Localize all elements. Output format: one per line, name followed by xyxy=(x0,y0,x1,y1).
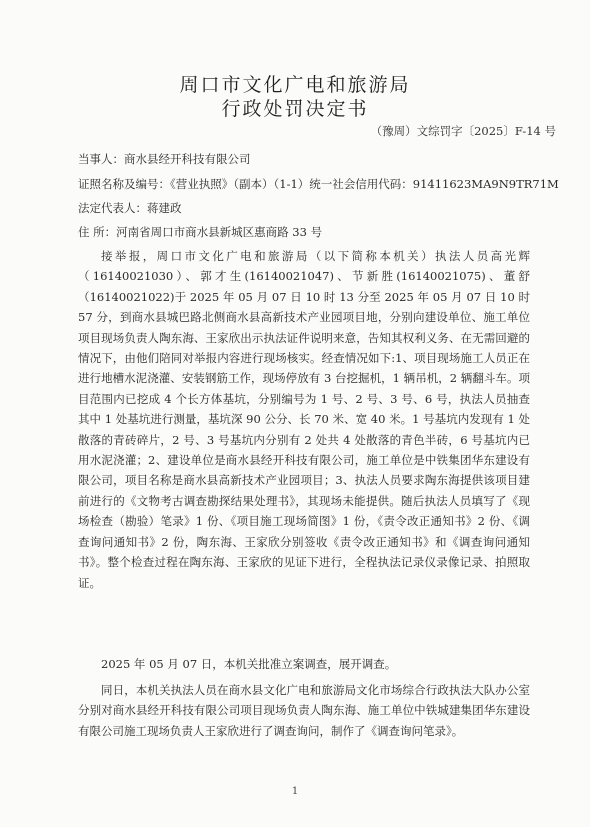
body-paragraph-inquiry: 同日，本机关执法人员在商水县文化广电和旅游局文化市场综合行政执法大队办公室分别对商水县经开科技有限公司项目现场负责人陶东海、施工单位中铁城建集团华东建设有限公司施工现场负责人王家欣进行了调查询问，制作了《调查询问笔录》。 xyxy=(78,683,530,738)
document-title-agency: 周口市文化广电和旅游局 xyxy=(179,74,411,96)
body-paragraph-inspection: 接举报，周口市文化广电和旅游局（以下简称本机关）执法人员高光辉（16140021030）、郭才生(16140021047)、节新胜(16140021075)、董舒（16140021022)于 2025 年 05 月 07 日 10 时 13 分至 2025 年 05 月 07 日 10 时 57 分，到商水县城巴路北侧商水县高新技术产业园项目地，分别向建设单位、施工单位项目现场负责人陶东海、王家欣出示执法证件说明来意，告知其权利义务、在无需回避的情况下，由他们陪同对举报内容进行现场核实。经查情况如下:1、项目现场施工人员正在进行地槽水泥浇灌、安装钢筋工作，现场停放有 3 台挖掘机，1 辆吊机，2 辆翻斗车。项目范围内已挖成 4 个长方体基坑，分别编号为 1 号、2 号、3 号、6 号，执法人员抽查其中 1 处基坑进行测量，基坑深 90 公分、长 70 米、宽 40 米。1 号基坑内发现有 1 处散落的青砖碎片，2 号、3 号基坑内分别有 2 处共 4 处散落的青色半砖，6 号基坑内已用水泥浇灌；2、建设单位是商水县经开科技有限公司，施工单位是中铁集团华东建设有限公司，项目名称是商水县高新技术产业园项目；3、执法人员要求陶东海提供该项目建前进行的《文物考古调查勘探结果处理书》，其现场未能提供。随后执法人员填写了《现场检查（勘验）笔录》1 份、《项目施工现场简图》1 份，《责令改正通知书》2 份、《调查询问通知书》2 份，陶东海、王家欣分别签收《责令改正通知书》和《调查询问通知书》。整个检查过程在陶东海、王家欣的见证下进行，全程执法记录仪录像记录、拍照取证。 xyxy=(78,249,530,590)
party-address: 住 所：河南省周口市商水县新城区惠商路 33 号 xyxy=(78,225,323,239)
document-number: （豫周）文综罚字〔2025〕F-14 号 xyxy=(370,124,556,138)
party-legal-representative: 法定代表人：蒋建政 xyxy=(78,201,182,215)
body-paragraph-case-filing: 2025 年 05 月 07 日，本机关批准立案调查，展开调查。 xyxy=(101,657,397,671)
document-title-type: 行政处罚决定书 xyxy=(221,98,369,120)
page-number: 1 xyxy=(291,786,299,797)
party-name: 当事人：商水县经开科技有限公司 xyxy=(78,152,251,166)
party-license: 证照名称及编号：《营业执照》（副本）（1-1）统一社会信用代码：91411623MA9N9TR71M xyxy=(78,177,559,191)
